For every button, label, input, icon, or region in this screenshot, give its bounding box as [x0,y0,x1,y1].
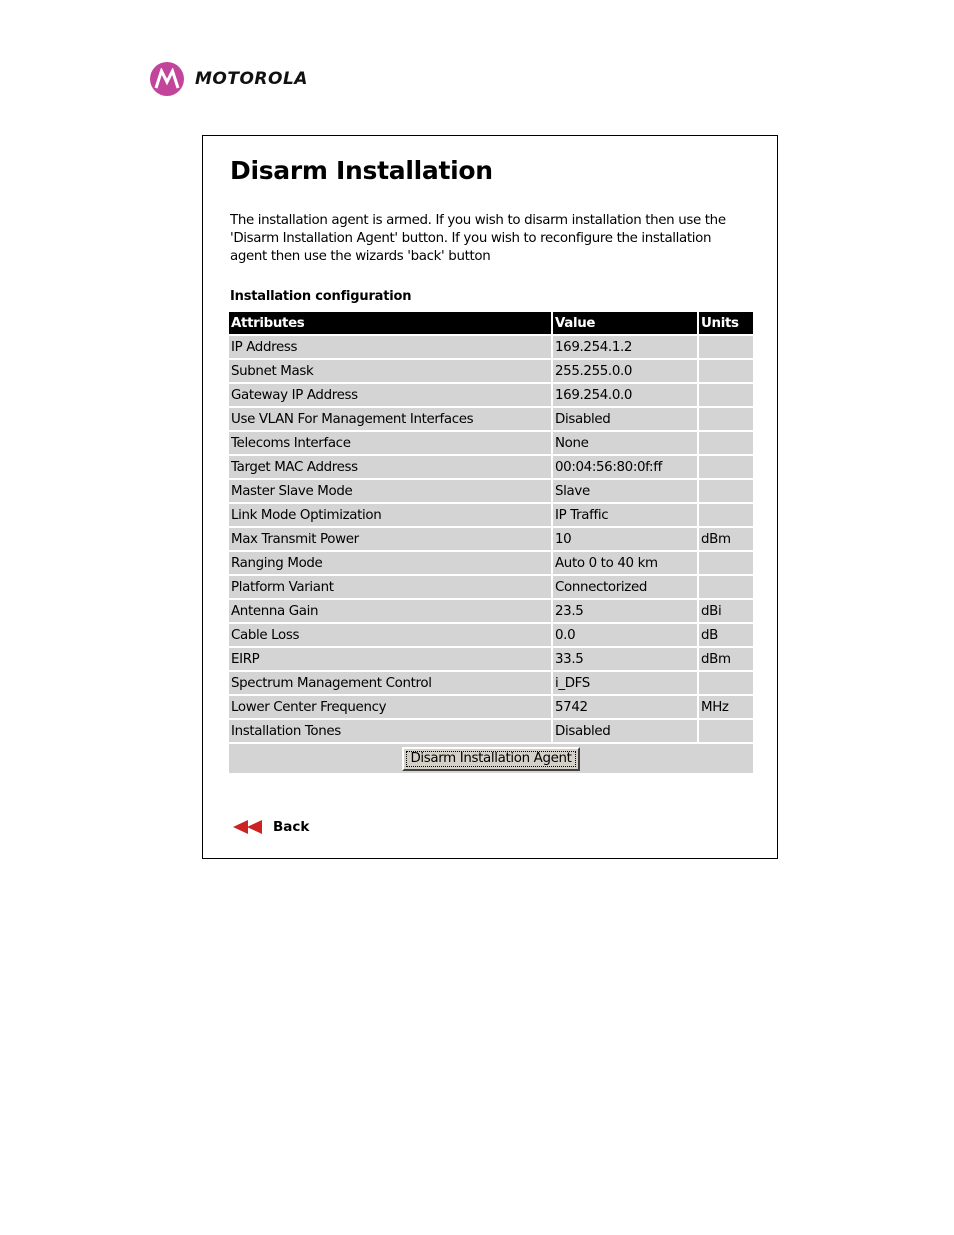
attribute-cell: Lower Center Frequency [229,696,551,718]
attribute-cell: Spectrum Management Control [229,672,551,694]
attribute-cell: Antenna Gain [229,600,551,622]
brand-name: MOTOROLA [195,69,308,89]
value-cell: 33.5 [553,648,697,670]
units-cell [699,504,753,526]
attribute-cell: Target MAC Address [229,456,551,478]
attribute-cell: Link Mode Optimization [229,504,551,526]
installation-config-table [227,310,755,775]
table-row [229,480,753,502]
back-arrows-icon [233,820,265,834]
table-row [229,336,753,358]
disarm-installation-panel [202,135,778,859]
back-label: Back [273,819,310,835]
units-cell [699,456,753,478]
button-row [229,744,753,773]
button-cell [229,744,753,773]
page-title: Disarm Installation [230,156,493,185]
table-row [229,696,753,718]
header-value: Value [553,312,697,334]
units-cell [699,432,753,454]
attribute-cell: Gateway IP Address [229,384,551,406]
value-cell: None [553,432,697,454]
table-row [229,432,753,454]
attribute-cell: EIRP [229,648,551,670]
value-cell: Disabled [553,720,697,742]
units-cell: dB [699,624,753,646]
units-cell: dBm [699,648,753,670]
value-cell: i_DFS [553,672,697,694]
attribute-cell: Platform Variant [229,576,551,598]
attribute-cell: Ranging Mode [229,552,551,574]
table-row [229,360,753,382]
value-cell: Auto 0 to 40 km [553,552,697,574]
attribute-cell: Master Slave Mode [229,480,551,502]
intro-text: The installation agent is armed. If you wish to disarm installation then use the 'Disarm Installation Agent' button. If you wish to reconfigure the installation agent then use the wizards 'back' button [230,213,726,264]
attribute-cell: IP Address [229,336,551,358]
attribute-cell: Cable Loss [229,624,551,646]
header-attributes: Attributes [229,312,551,334]
table-row [229,408,753,430]
attribute-cell: Subnet Mask [229,360,551,382]
value-cell: 255.255.0.0 [553,360,697,382]
attribute-cell: Max Transmit Power [229,528,551,550]
value-cell: Connectorized [553,576,697,598]
table-row [229,648,753,670]
value-cell: Slave [553,480,697,502]
units-cell [699,576,753,598]
table-header-row [229,312,753,334]
units-cell: MHz [699,696,753,718]
units-cell: dBm [699,528,753,550]
value-cell: 5742 [553,696,697,718]
value-cell: 169.254.0.0 [553,384,697,406]
section-title: Installation configuration [230,289,412,304]
value-cell: 23.5 [553,600,697,622]
table-row [229,504,753,526]
value-cell: 169.254.1.2 [553,336,697,358]
value-cell: Disabled [553,408,697,430]
units-cell [699,336,753,358]
units-cell: dBi [699,600,753,622]
motorola-batwing-icon [150,62,184,96]
table-body [229,336,753,742]
units-cell [699,360,753,382]
attribute-cell: Use VLAN For Management Interfaces [229,408,551,430]
attribute-cell: Telecoms Interface [229,432,551,454]
units-cell [699,384,753,406]
table-row [229,528,753,550]
disarm-installation-agent-button[interactable]: Disarm Installation Agent [402,747,579,771]
value-cell: 10 [553,528,697,550]
value-cell: 00:04:56:80:0f:ff [553,456,697,478]
table-row [229,552,753,574]
table-row [229,720,753,742]
table-row [229,384,753,406]
value-cell: 0.0 [553,624,697,646]
units-cell [699,552,753,574]
table-row [229,624,753,646]
back-link[interactable] [233,819,309,835]
units-cell [699,720,753,742]
units-cell [699,408,753,430]
units-cell [699,672,753,694]
header-units: Units [699,312,753,334]
table-row [229,456,753,478]
table-row [229,576,753,598]
units-cell [699,480,753,502]
table-row [229,600,753,622]
value-cell: IP Traffic [553,504,697,526]
motorola-logo [150,62,308,96]
attribute-cell: Installation Tones [229,720,551,742]
table-row [229,672,753,694]
